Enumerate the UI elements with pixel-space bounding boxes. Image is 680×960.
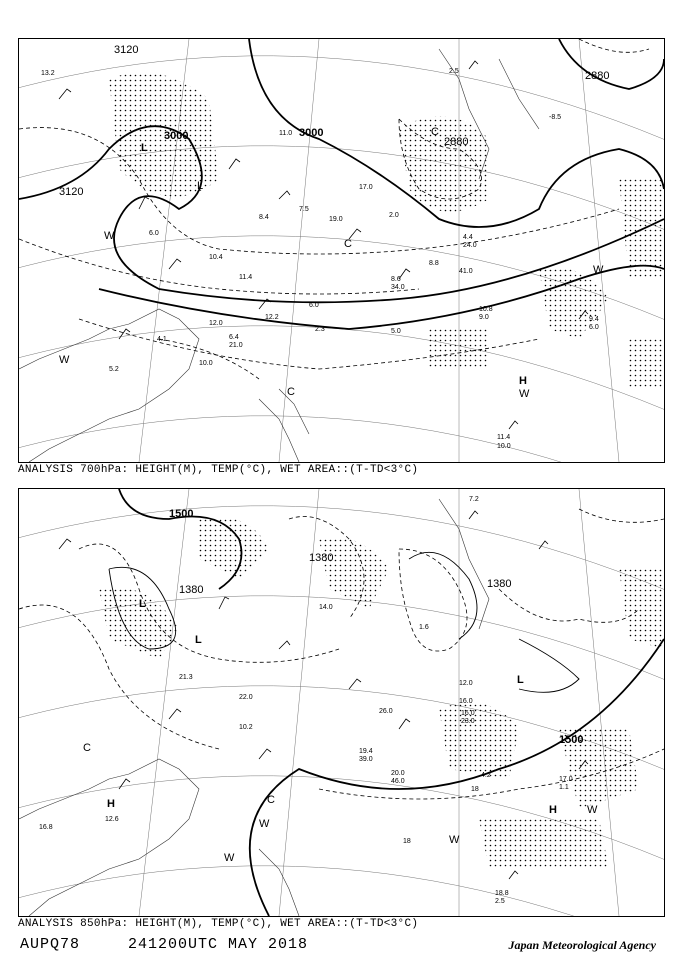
station-value: 1.6 — [419, 624, 429, 631]
station-value: 2.3 — [315, 326, 325, 333]
station-value: 10.0 — [497, 443, 511, 450]
station-value: 5.2 — [109, 366, 119, 373]
station-value: -8.5 — [549, 114, 562, 121]
station-value: 2.0 — [389, 212, 399, 219]
station-value: 7.2 — [469, 496, 479, 503]
bulletin-code: AUPQ78 — [20, 936, 81, 953]
station-value: 12.0 — [209, 320, 223, 327]
station-value: 41.0 — [459, 268, 473, 275]
station-value: 4.1 — [157, 336, 167, 343]
station-value: 16.0 — [459, 698, 473, 705]
contour-label: 2880 — [444, 136, 469, 148]
warm-center-symbol: W — [224, 852, 235, 864]
contour-label: 3120 — [114, 44, 139, 56]
station-value: 21.0 — [229, 342, 243, 349]
station-value: 12.2 — [265, 314, 279, 321]
station-value: 11.4 — [239, 274, 253, 281]
station-value: 1.1 — [559, 784, 569, 791]
map-700hpa — [19, 39, 664, 462]
contour-label: 1500 — [559, 734, 584, 746]
station-value: 17.0 — [359, 184, 373, 191]
warm-center-symbol: W — [259, 818, 270, 830]
station-value: 6.0 — [589, 324, 599, 331]
station-value: 11.0 — [279, 130, 293, 137]
station-value: 18.8 — [495, 890, 509, 897]
cold-center-symbol: C — [431, 126, 439, 138]
station-value: 12.6 — [105, 816, 119, 823]
station-value: 6.4 — [229, 334, 239, 341]
contour-label: 3000 — [164, 130, 189, 142]
station-value: 4.4 — [463, 234, 473, 241]
station-value: 22.0 — [239, 694, 253, 701]
station-value: 12.0 — [459, 680, 473, 687]
contour-label: 1380 — [309, 552, 334, 564]
station-value: 18 — [471, 786, 479, 793]
high-center-symbol: H — [549, 804, 557, 816]
station-value: 8.8 — [429, 260, 439, 267]
contour-label: 1380 — [487, 578, 512, 590]
station-value: 5.0 — [391, 328, 401, 335]
map-850hpa — [19, 489, 664, 916]
warm-center-symbol: W — [519, 388, 530, 400]
station-value: 10.4 — [209, 254, 223, 261]
station-value: 26.0 — [379, 708, 393, 715]
contour-label: 2880 — [585, 70, 610, 82]
station-value: 2.5 — [495, 898, 505, 905]
panel-caption-700hpa: ANALYSIS 700hPa: HEIGHT(M), TEMP(°C), WET AREA::(T-TD<3°C) — [18, 464, 419, 476]
contour-label: 1500 — [169, 508, 194, 520]
station-value: 14.0 — [319, 604, 333, 611]
station-value: 8.4 — [259, 214, 269, 221]
warm-center-symbol: W — [449, 834, 460, 846]
station-value: 9.4 — [589, 316, 599, 323]
high-center-symbol: H — [107, 798, 115, 810]
cold-center-symbol: C — [287, 386, 295, 398]
high-center-symbol: H — [519, 375, 527, 387]
station-value: 16.0 — [461, 710, 475, 717]
low-center-symbol: L — [195, 634, 202, 646]
station-value: 10.0 — [199, 360, 213, 367]
station-value: 18 — [403, 838, 411, 845]
contour-label: 3000 — [299, 127, 324, 139]
cold-center-symbol: C — [267, 794, 275, 806]
contour-label: 3120 — [59, 186, 84, 198]
wet-area — [109, 72, 664, 389]
station-value: 19.0 — [329, 216, 343, 223]
panel-caption-850hpa: ANALYSIS 850hPa: HEIGHT(M), TEMP(°C), WET AREA::(T-TD<3°C) — [18, 918, 419, 930]
station-value: 13.2 — [41, 70, 55, 77]
cold-center-symbol: C — [344, 238, 352, 250]
contour-label: 1380 — [179, 584, 204, 596]
station-value: 11.4 — [497, 434, 511, 441]
station-value: 10.2 — [239, 724, 253, 731]
station-value: 6.0 — [309, 302, 319, 309]
map-panel-700hpa — [18, 38, 665, 463]
warm-center-symbol: W — [593, 264, 604, 276]
analysis-time: 241200UTC MAY 2018 — [128, 936, 309, 953]
station-value: 39.0 — [359, 756, 373, 763]
station-value: 21.3 — [179, 674, 193, 681]
station-value: 8.6 — [391, 276, 401, 283]
station-value: 9.0 — [479, 314, 489, 321]
station-value: 19.4 — [359, 748, 373, 755]
map-panel-850hpa — [18, 488, 665, 917]
station-value: 2.5 — [449, 68, 459, 75]
station-value: 46.0 — [391, 778, 405, 785]
station-value: 7.5 — [299, 206, 309, 213]
station-value: 20.0 — [391, 770, 405, 777]
warm-center-symbol: W — [59, 354, 70, 366]
low-center-symbol: L — [517, 674, 524, 686]
station-value: 17.0 — [559, 776, 573, 783]
station-value: 16.8 — [39, 824, 53, 831]
station-value: 4.2 — [481, 772, 491, 779]
warm-center-symbol: W — [104, 230, 115, 242]
agency-name: Japan Meteorological Agency — [508, 938, 656, 952]
warm-center-symbol: W — [587, 804, 598, 816]
low-center-symbol: L — [197, 180, 204, 192]
station-value: 34.0 — [391, 284, 405, 291]
station-value: 24.0 — [463, 242, 477, 249]
station-value: 10.8 — [479, 306, 493, 313]
station-value: 6.0 — [149, 230, 159, 237]
station-value: 23.0 — [461, 718, 475, 725]
coastline — [19, 49, 539, 462]
low-center-symbol: L — [139, 598, 146, 610]
cold-center-symbol: C — [83, 742, 91, 754]
low-center-symbol: L — [141, 142, 148, 154]
